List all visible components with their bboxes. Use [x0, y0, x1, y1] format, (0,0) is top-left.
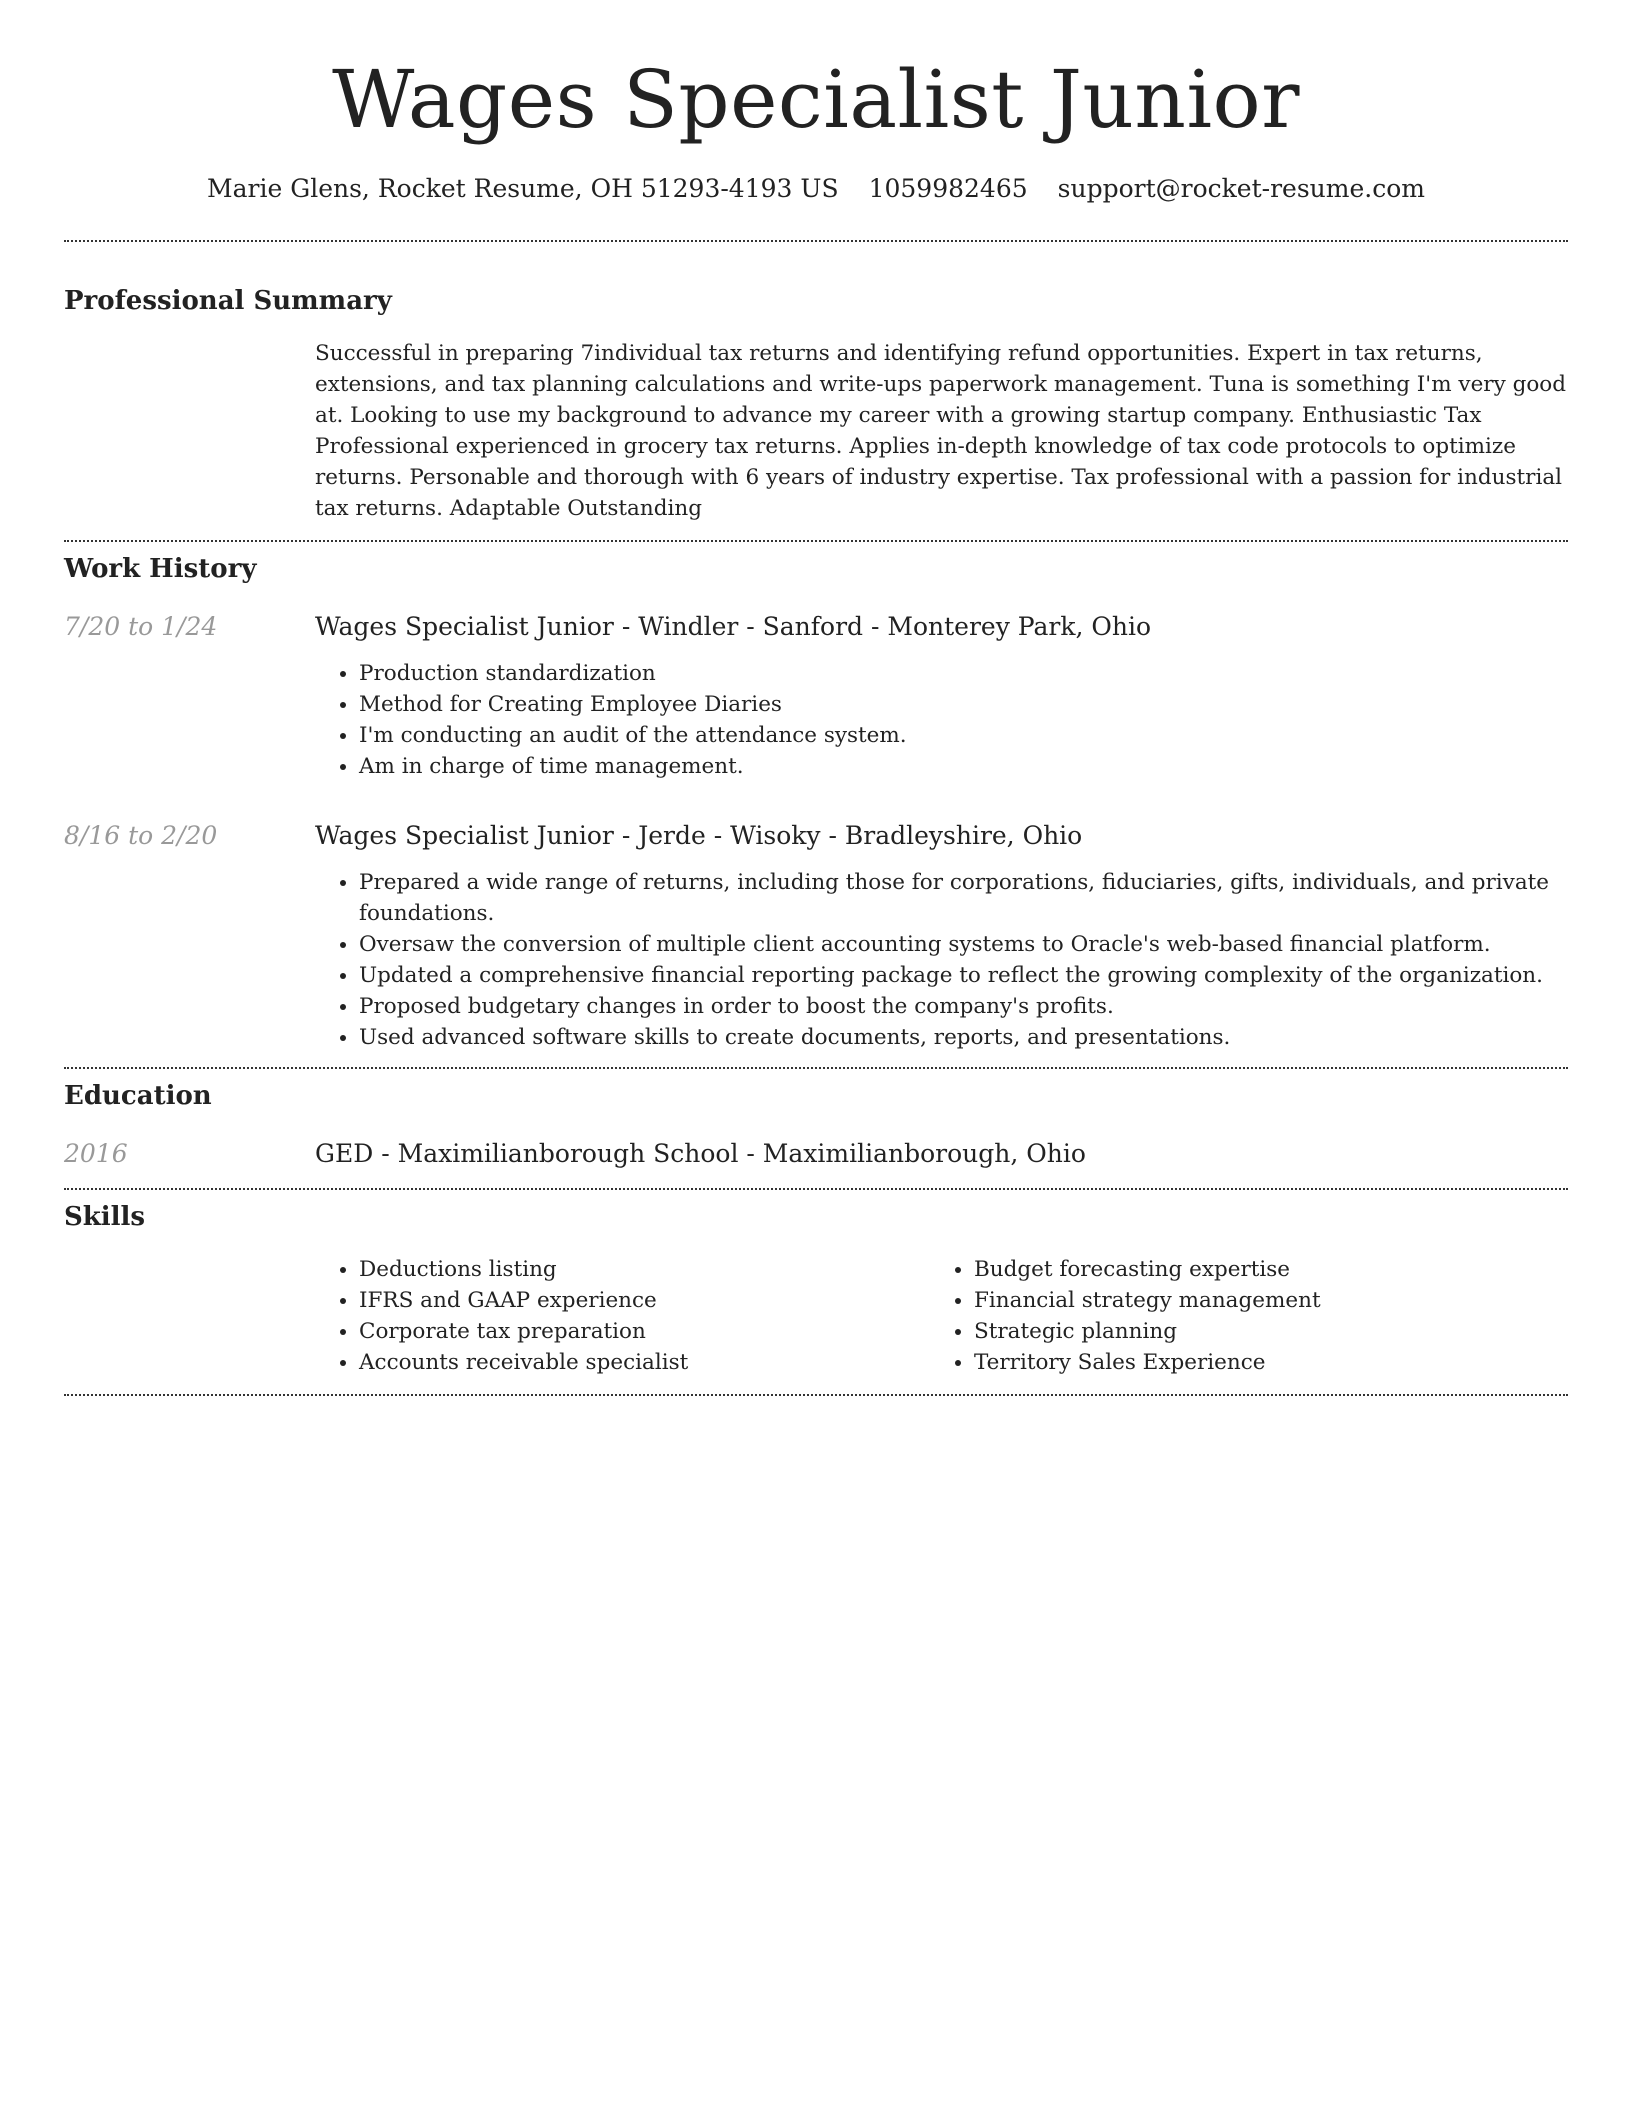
- job-body: [315, 610, 1568, 782]
- education-body: [315, 1137, 1568, 1171]
- work-history-section-title: Work History: [64, 554, 257, 584]
- job-bullet-list: [315, 658, 1568, 782]
- job-bullet-list: [315, 867, 1568, 1053]
- job-bullet: • Prepared a wide range of returns, including those for corporations, fiduciaries, gifts, individuals, and private foundations.: [359, 867, 1568, 929]
- education-section-title: Education: [64, 1081, 212, 1111]
- skills-columns: [315, 1254, 1568, 1378]
- job-role: Wages Specialist Junior: [315, 821, 614, 850]
- summary-left-gutter: [64, 338, 315, 524]
- skill-item: • IFRS and GAAP experience: [359, 1285, 930, 1316]
- skills-divider: [64, 1394, 1568, 1396]
- skill-item: • Financial strategy management: [974, 1285, 1545, 1316]
- summary-body: [315, 338, 1568, 524]
- job-body: [315, 819, 1568, 1053]
- job-entry: [64, 819, 1568, 1053]
- contact-line: [64, 172, 1568, 206]
- contact-phone: 1059982465: [868, 174, 1028, 203]
- job-details: - Windler - Sanford - Monterey Park, Ohio: [613, 612, 1152, 641]
- job-details: - Jerde - Wisoky - Bradleyshire, Ohio: [613, 821, 1083, 850]
- job-bullet: • Am in charge of time management.: [359, 751, 1568, 782]
- skills-left-gutter: [64, 1254, 315, 1378]
- education-entry: [64, 1137, 1568, 1171]
- skills-row: [64, 1254, 1568, 1378]
- education-divider: [64, 1188, 1568, 1190]
- skills-section-title: Skills: [64, 1202, 146, 1232]
- skills-list-left: [315, 1254, 930, 1378]
- summary-divider: [64, 540, 1568, 542]
- header-divider: [64, 240, 1568, 242]
- work-history-section: [64, 552, 1568, 1053]
- job-dates: 8/16 to 2/20: [64, 821, 218, 850]
- job-role: Wages Specialist Junior: [315, 612, 614, 641]
- resume-name-heading: Wages Specialist Junior: [332, 53, 1300, 146]
- contact-email: support@rocket-resume.com: [1057, 174, 1425, 203]
- job-bullet: • Oversaw the conversion of multiple client accounting systems to Oracle's web-based financial platform.: [359, 929, 1568, 960]
- job-bullet: • Updated a comprehensive financial reporting package to reflect the growing complexity of the organization.: [359, 960, 1568, 991]
- job-bullet: • Production standardization: [359, 658, 1568, 689]
- job-title: [315, 610, 1568, 644]
- job-bullet: • Used advanced software skills to create documents, reports, and presentations.: [359, 1022, 1568, 1053]
- summary-row: [64, 338, 1568, 524]
- skills-list-right: [930, 1254, 1545, 1378]
- job-bullet: • I'm conducting an audit of the attendance system.: [359, 720, 1568, 751]
- education-year: 2016: [64, 1139, 128, 1168]
- education-text: GED - Maximilianborough School - Maximilianborough, Ohio: [315, 1139, 1086, 1168]
- skill-item: • Deductions listing: [359, 1254, 930, 1285]
- summary-section-title: Professional Summary: [64, 286, 392, 316]
- education-section: [64, 1079, 1568, 1171]
- work-history-divider: [64, 1067, 1568, 1069]
- skill-item: • Budget forecasting expertise: [974, 1254, 1545, 1285]
- summary-section: [64, 284, 1568, 524]
- job-bullet: • Proposed budgetary changes in order to boost the company's profits.: [359, 991, 1568, 1022]
- contact-address: Marie Glens, Rocket Resume, OH 51293-4193 US: [207, 174, 839, 203]
- skill-item: • Accounts receivable specialist: [359, 1347, 930, 1378]
- summary-text: Successful in preparing 7individual tax returns and identifying refund opportunities. Expert in tax returns, extensions, and tax planning calculations and write-ups paperwork management. Tuna is something I'm very good at. Looking to use my background to advance my career with a growing startup company. Enthusiastic Tax Professional experienced in grocery tax returns. Applies in-depth knowledge of tax code protocols to optimize returns. Personable and thorough with 6 years of industry expertise. Tax professional with a passion for industrial tax returns. Adaptable Outstanding: [315, 341, 1566, 521]
- skill-item: • Strategic planning: [974, 1316, 1545, 1347]
- job-title: [315, 819, 1568, 853]
- skill-item: • Corporate tax preparation: [359, 1316, 930, 1347]
- skill-item: • Territory Sales Experience: [974, 1347, 1545, 1378]
- job-bullet: • Method for Creating Employee Diaries: [359, 689, 1568, 720]
- job-dates: 7/20 to 1/24: [64, 612, 218, 641]
- skills-section: [64, 1200, 1568, 1378]
- job-entry: [64, 610, 1568, 782]
